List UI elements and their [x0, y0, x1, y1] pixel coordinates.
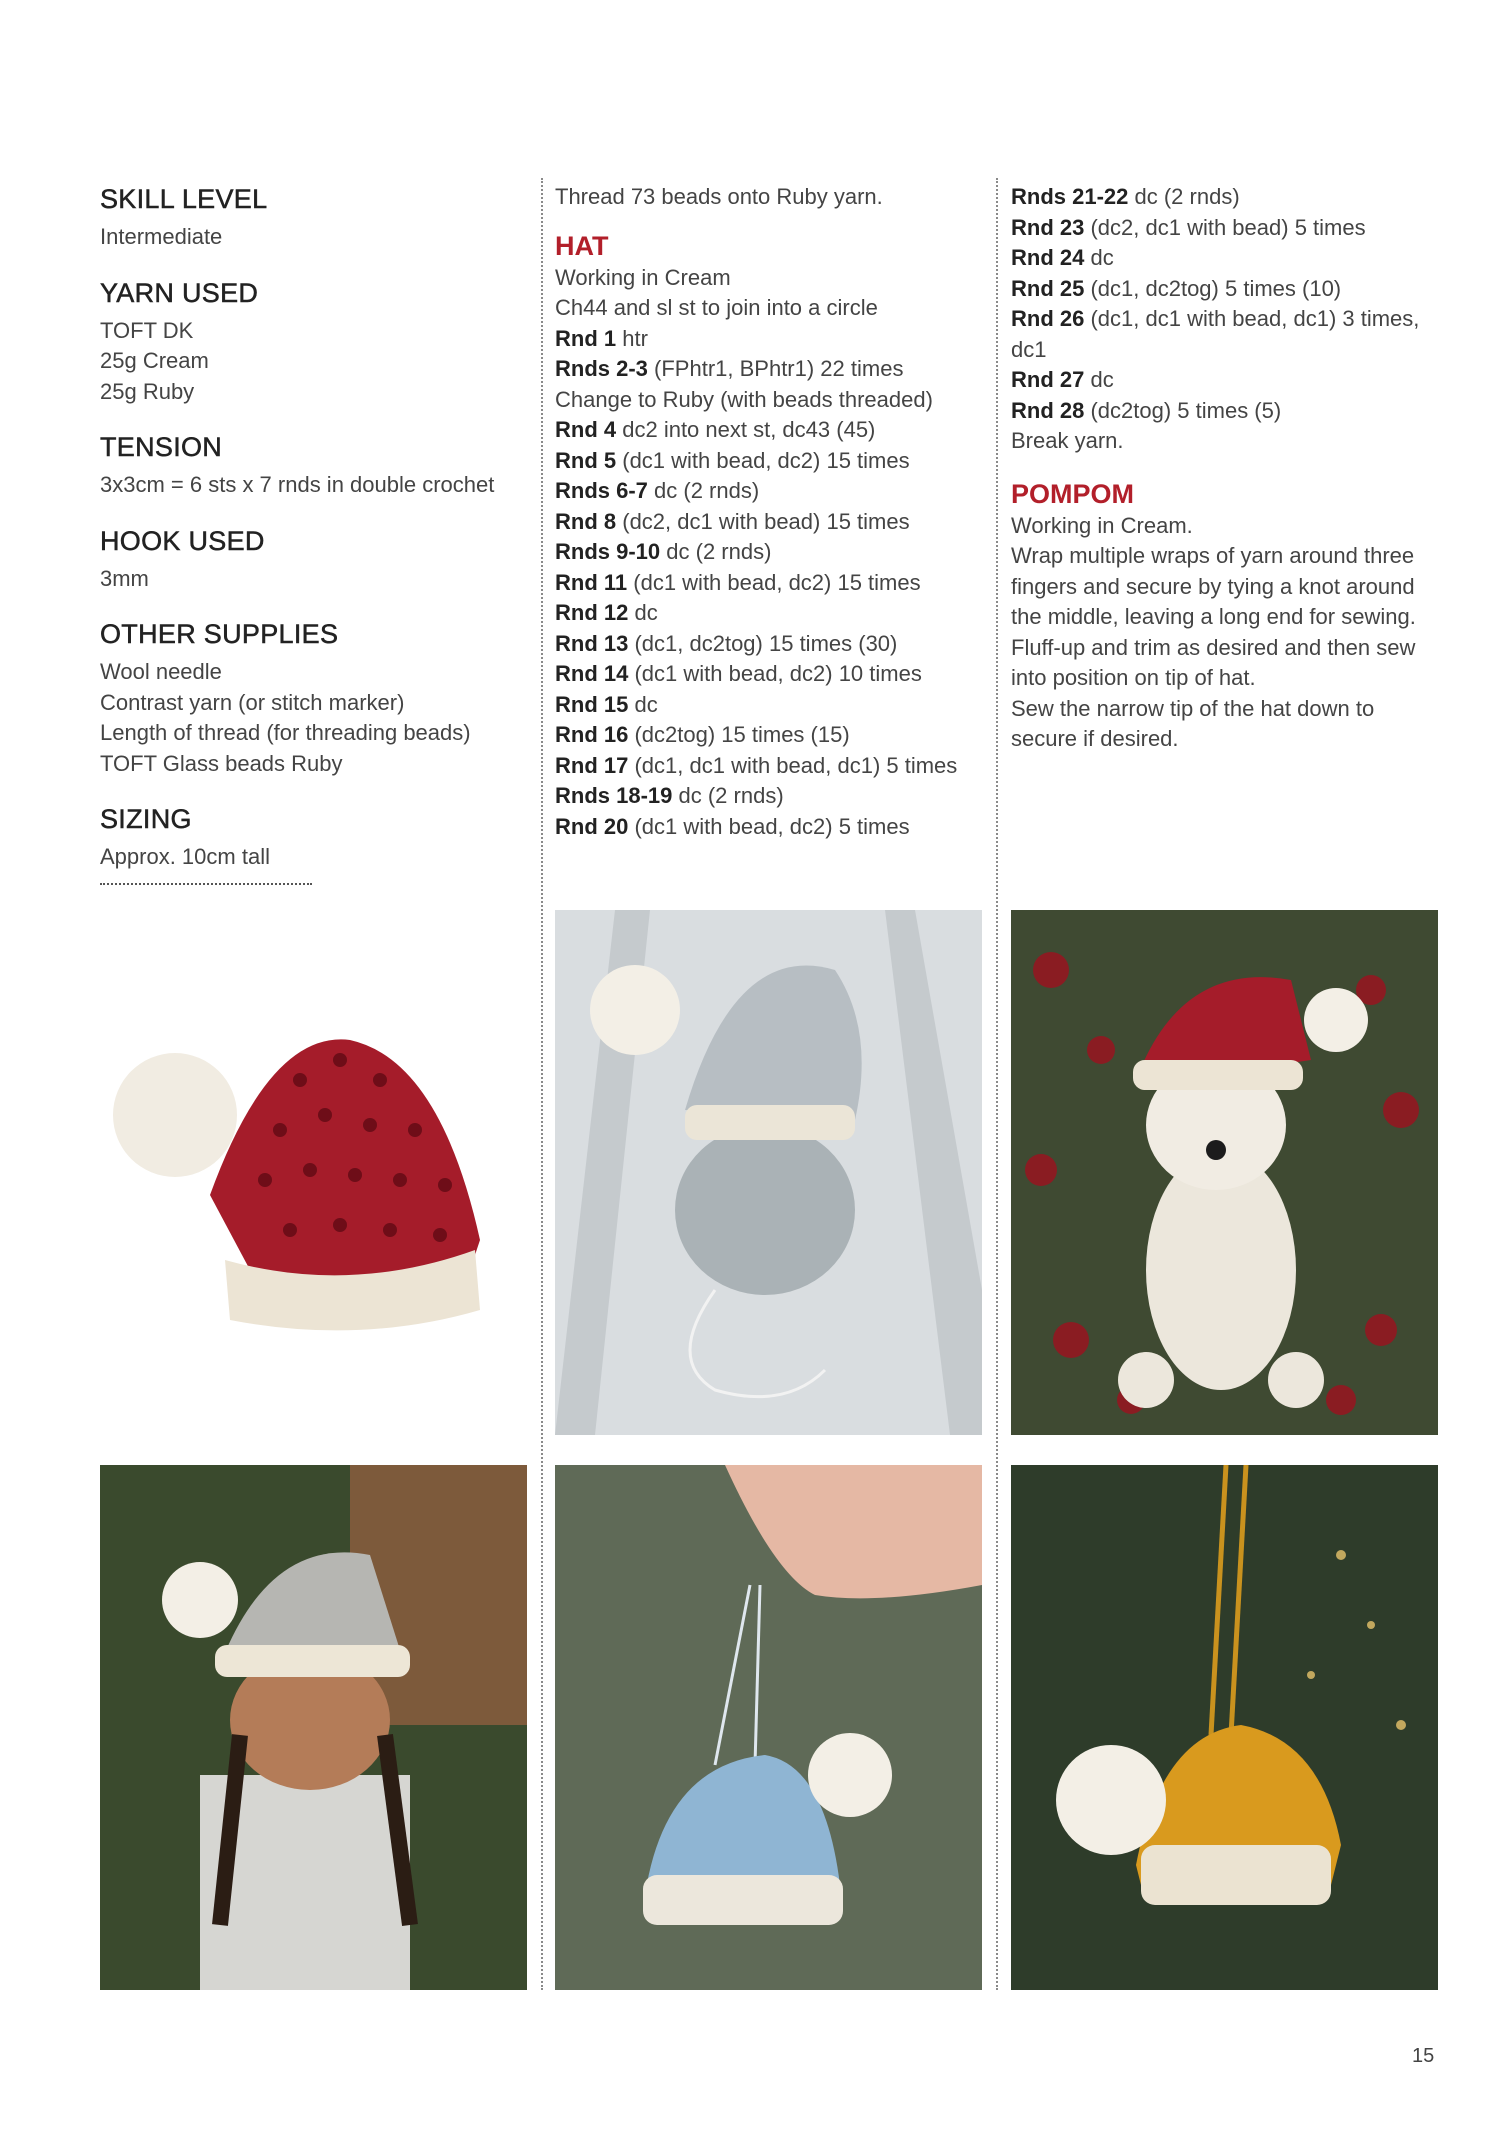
pattern-line	[555, 293, 985, 324]
section-line: 25g Cream	[100, 348, 209, 373]
pattern-line	[555, 263, 985, 294]
round-instruction: (dc1 with bead, dc2) 15 times	[616, 447, 910, 473]
pattern-line	[1011, 213, 1451, 244]
pompom-line: secure if desired.	[1011, 726, 1179, 751]
section-heading: OTHER SUPPLIES	[100, 619, 339, 649]
section-tension	[100, 430, 520, 501]
pompom-line: Sew the narrow tip of the hat down to	[1011, 695, 1375, 721]
mustard-hat-image	[1011, 1465, 1438, 1990]
polar-bear-image	[1011, 910, 1438, 1435]
section-line: Wool needle	[100, 659, 222, 684]
round-instruction: (dc1 with bead, dc2) 5 times	[628, 813, 910, 839]
round-instruction: Working in Cream	[555, 264, 731, 290]
section-line: TOFT Glass beads Ruby	[100, 750, 343, 776]
round-label: Rnds 6-7	[555, 478, 648, 503]
pompom-line: Wrap multiple wraps of yarn around three	[1011, 543, 1415, 568]
round-instruction: dc (2 rnds)	[660, 539, 772, 564]
column-divider-2	[996, 178, 998, 1990]
pattern-line	[555, 476, 985, 507]
round-label: Rnd 17	[555, 752, 629, 778]
pattern-line	[1011, 243, 1451, 274]
round-label: Rnd 27	[1011, 367, 1085, 392]
pattern-line	[555, 446, 985, 477]
round-instruction: dc (2 rnds)	[1128, 184, 1240, 209]
section-line: 3x3cm = 6 sts x 7 rnds in double crochet	[100, 472, 495, 497]
round-label: Rnd 15	[555, 691, 629, 717]
pattern-line	[555, 537, 985, 568]
dotted-rule	[100, 883, 312, 885]
round-label: Rnd 20	[555, 813, 629, 839]
hat-heading: HAT	[555, 230, 609, 261]
section-heading: HOOK USED	[100, 525, 265, 556]
right-column	[1011, 182, 1451, 755]
section-heading: YARN USED	[100, 277, 259, 308]
pattern-line	[555, 812, 985, 843]
photo-doll-in-grey-hat	[100, 1465, 527, 1990]
section-yarn-used	[100, 276, 520, 408]
pattern-line	[1011, 182, 1451, 213]
round-instruction: Break yarn.	[1011, 428, 1124, 453]
section-heading: TENSION	[100, 432, 223, 462]
pattern-line	[1011, 274, 1451, 305]
round-label: Rnd 26	[1011, 306, 1085, 331]
round-label: Rnd 11	[555, 569, 628, 595]
pattern-line	[555, 507, 985, 538]
grey-hat-on-yarn-image	[555, 910, 982, 1435]
pattern-line	[555, 751, 985, 782]
pompom-line: into position on tip of hat.	[1011, 665, 1256, 690]
round-label: Rnd 8	[555, 508, 617, 534]
round-instruction: (FPhtr1, BPhtr1) 22 times	[647, 356, 904, 381]
round-instruction: Ch44 and sl st to join into a circle	[555, 295, 878, 320]
pattern-line	[555, 720, 985, 751]
pattern-line	[555, 415, 985, 446]
pompom-line: Fluff-up and trim as desired and then sew	[1011, 634, 1416, 660]
round-instruction: dc2 into next st, dc43 (45)	[616, 417, 876, 442]
photo-ruby-hat	[100, 910, 527, 1435]
pattern-line	[555, 781, 985, 812]
section-sizing	[100, 802, 520, 873]
pompom-line: Working in Cream.	[1011, 512, 1193, 538]
blue-hat-image	[555, 1465, 982, 1990]
ruby-hat-image	[100, 910, 527, 1435]
round-instruction: dc1	[1011, 336, 1047, 362]
intro-text: Thread 73 beads onto Ruby yarn.	[555, 184, 883, 209]
round-instruction: (dc1, dc1 with bead, dc1) 5 times	[628, 752, 958, 778]
round-label: Rnd 13	[555, 630, 629, 656]
hat-pattern-lines	[555, 263, 985, 843]
round-instruction: (dc1, dc2tog) 15 times (30)	[628, 630, 898, 656]
pompom-line: fingers and secure by tying a knot around	[1011, 573, 1415, 599]
pattern-line	[1011, 304, 1451, 335]
photo-blue-hat-in-hand	[555, 1465, 982, 1990]
round-instruction: (dc2tog) 5 times (5)	[1084, 397, 1282, 423]
section-heading: SKILL LEVEL	[100, 184, 268, 214]
section-heading: SIZING	[100, 804, 192, 834]
pattern-line	[555, 629, 985, 660]
round-instruction: (dc1, dc1 with bead, dc1) 3 times,	[1084, 306, 1420, 331]
round-label: Rnd 14	[555, 661, 629, 686]
pattern-line	[1011, 426, 1451, 457]
round-instruction: (dc2tog) 15 times (15)	[628, 722, 850, 747]
round-instruction: htr	[616, 325, 648, 351]
round-label: Rnd 12	[555, 600, 629, 625]
section-skill-level	[100, 182, 520, 253]
pattern-line	[555, 354, 985, 385]
section-line: Length of thread (for threading beads)	[100, 720, 471, 745]
round-label: Rnds 21-22	[1011, 184, 1129, 209]
section-other-supplies	[100, 617, 520, 779]
section-line: TOFT DK	[100, 317, 194, 343]
pattern-line	[555, 690, 985, 721]
round-instruction: (dc1 with bead, dc2) 10 times	[628, 661, 922, 686]
round-instruction: dc (2 rnds)	[672, 783, 784, 808]
pattern-line	[1011, 335, 1451, 366]
pompom-instructions	[1011, 511, 1451, 755]
section-line: Contrast yarn (or stitch marker)	[100, 689, 405, 715]
section-hook-used	[100, 524, 520, 595]
section-line: Intermediate	[100, 224, 223, 249]
round-instruction: Change to Ruby (with beads threaded)	[555, 386, 933, 412]
round-label: Rnd 4	[555, 417, 617, 442]
pompom-heading: POMPOM	[1011, 478, 1135, 509]
round-instruction: (dc2, dc1 with bead) 5 times	[1084, 214, 1366, 240]
pattern-line	[555, 568, 985, 599]
doll-image	[100, 1465, 527, 1990]
pattern-line	[555, 324, 985, 355]
middle-column	[555, 182, 985, 842]
pattern-line	[555, 385, 985, 416]
column-divider-1	[541, 178, 543, 1990]
section-line: 25g Ruby	[100, 378, 195, 404]
round-instruction: dc	[1084, 367, 1114, 392]
pompom-line: the middle, leaving a long end for sewing.	[1011, 604, 1416, 629]
round-instruction: dc (2 rnds)	[647, 478, 760, 503]
round-label: Rnds 9-10	[555, 539, 661, 564]
round-label: Rnd 28	[1011, 397, 1085, 423]
pattern-line	[1011, 396, 1451, 427]
photo-mustard-hat-ornament	[1011, 1465, 1438, 1990]
round-instruction: (dc1 with bead, dc2) 15 times	[627, 569, 921, 595]
round-instruction: dc	[628, 600, 658, 625]
page-number: 15	[1412, 2045, 1435, 2067]
section-line: Approx. 10cm tall	[100, 844, 270, 869]
photo-polar-bear-in-hat	[1011, 910, 1438, 1435]
round-instruction: dc	[628, 691, 658, 717]
round-label: Rnds 18-19	[555, 783, 673, 808]
photo-grey-hat-on-yarn	[555, 910, 982, 1435]
round-label: Rnd 16	[555, 722, 629, 747]
round-label: Rnd 23	[1011, 214, 1085, 240]
left-column	[100, 182, 520, 885]
section-line: 3mm	[100, 565, 149, 591]
pattern-line	[555, 659, 985, 690]
round-label: Rnd 5	[555, 447, 617, 473]
hat-pattern-lines-continued	[1011, 182, 1451, 457]
round-instruction: (dc2, dc1 with bead) 15 times	[616, 508, 910, 534]
round-label: Rnd 1	[555, 325, 617, 351]
pattern-line	[555, 598, 985, 629]
round-label: Rnds 2-3	[555, 356, 648, 381]
round-label: Rnd 24	[1011, 245, 1085, 270]
pattern-line	[1011, 365, 1451, 396]
round-instruction: (dc1, dc2tog) 5 times (10)	[1084, 275, 1342, 301]
round-instruction: dc	[1084, 245, 1114, 270]
round-label: Rnd 25	[1011, 275, 1085, 301]
